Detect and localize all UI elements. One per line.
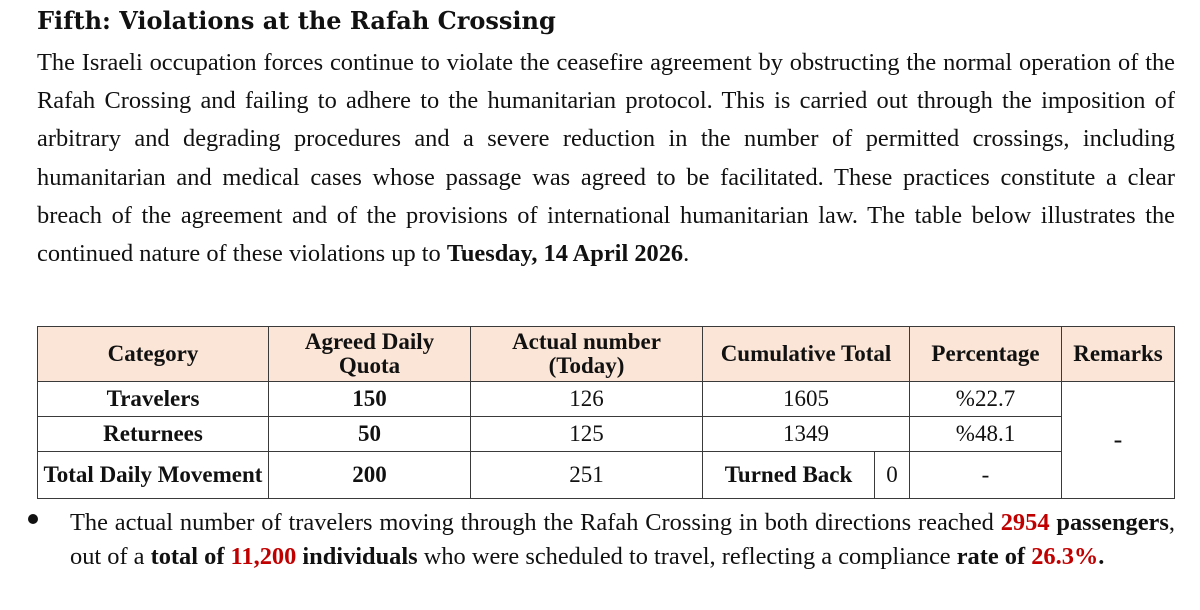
row-category: Returnees (38, 417, 269, 452)
report-date: Tuesday, 14 April 2026 (446, 240, 684, 268)
summary-text (70, 506, 1175, 573)
row-quota: 50 (269, 417, 471, 452)
total-category: Total Daily Movement (38, 452, 269, 499)
individuals-word: individuals (302, 542, 418, 570)
total-number: 11,200 (230, 542, 297, 570)
turned-back-label: Turned Back (703, 452, 875, 499)
turned-back-value: 0 (875, 452, 910, 499)
summary-part3: who were scheduled to travel, reflecting a compliance (417, 542, 957, 570)
header-category: Category (38, 327, 269, 382)
table-row (38, 382, 1175, 417)
header-remarks: Remarks (1062, 327, 1175, 382)
passengers-word: passengers (1056, 509, 1169, 536)
summary-end: . (1098, 542, 1105, 570)
header-cumulative: Cumulative Total (703, 327, 910, 382)
row-quota: 150 (269, 382, 471, 417)
summary-part1: The actual number of travelers moving through the Rafah Crossing in both directions reached (70, 509, 1001, 536)
remarks-cell: - (1062, 382, 1175, 499)
rafah-crossing-table (37, 326, 1175, 499)
passengers-number: 2954 (1000, 509, 1050, 536)
table-total-row (38, 452, 1175, 499)
intro-paragraph (37, 44, 1175, 273)
row-cumulative: 1605 (703, 382, 910, 417)
total-of-label: total of (150, 542, 225, 570)
table-header-row (38, 327, 1175, 382)
intro-text: The Israeli occupation forces continue to violate the ceasefire agreement by obstructing the normal operation of the Rafah Crossing and failing to adhere to the humanitarian protocol. This is carried out through the imposition of arbitrary and degrading procedures and a severe reduction in the number of permitted crossings, including humanitarian and medical cases whose passage was agreed to be facilitated. These practices constitute a clear breach of the agreement and of the provisions of international humanitarian law. The table below illustrates the continued nature of these violations up to (37, 49, 1175, 268)
bullet-dot-icon (28, 514, 38, 524)
row-category: Travelers (38, 382, 269, 417)
header-quota: Agreed Daily Quota (269, 327, 471, 382)
table-row (38, 417, 1175, 452)
row-actual: 125 (471, 417, 703, 452)
rate-number: 26.3% (1031, 542, 1099, 570)
row-percentage: %22.7 (910, 382, 1062, 417)
row-cumulative: 1349 (703, 417, 910, 452)
total-percentage: - (910, 452, 1062, 499)
intro-end: . (683, 240, 690, 268)
row-actual: 126 (471, 382, 703, 417)
rate-of-label: rate of (956, 542, 1026, 570)
section-heading: Fifth: Violations at the Rafah Crossing (37, 6, 556, 35)
total-quota: 200 (269, 452, 471, 499)
total-actual: 251 (471, 452, 703, 499)
summary-part2: , out of a (70, 509, 1175, 570)
header-percentage: Percentage (910, 327, 1062, 382)
header-actual: Actual number (Today) (471, 327, 703, 382)
row-percentage: %48.1 (910, 417, 1062, 452)
